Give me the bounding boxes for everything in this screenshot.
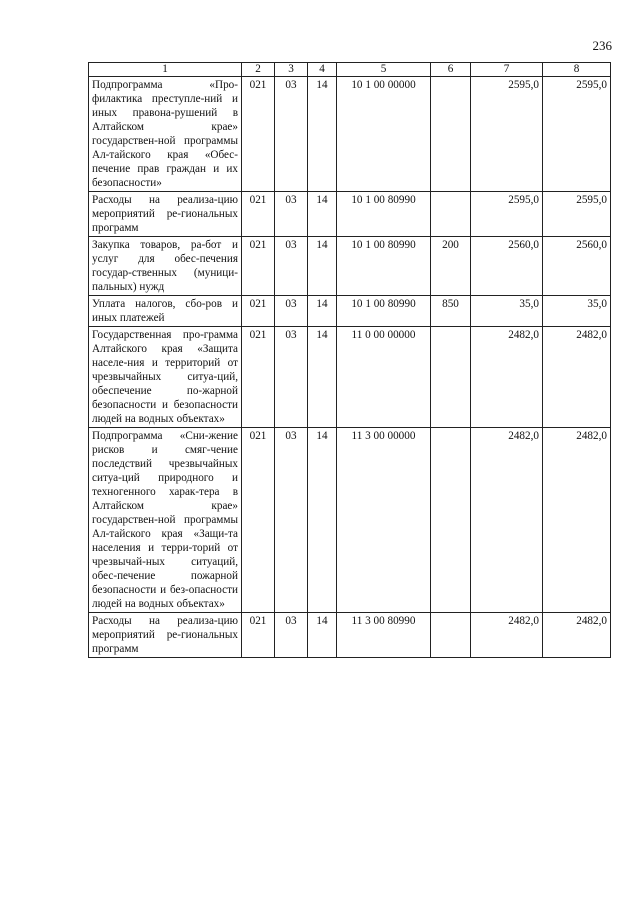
budget-table: [88, 62, 611, 658]
row-section: 03: [275, 192, 308, 237]
row-expense-type: 200: [431, 237, 471, 296]
header-col-7: 7: [471, 63, 543, 77]
row-amount-2: 2482,0: [543, 327, 611, 428]
row-amount-2: 2482,0: [543, 613, 611, 658]
header-col-5: 5: [337, 63, 431, 77]
row-target-code: 10 1 00 00000: [337, 77, 431, 192]
row-amount-2: 2595,0: [543, 77, 611, 192]
row-expense-type: [431, 192, 471, 237]
row-ministry-code: 021: [242, 296, 275, 327]
row-target-code: 11 0 00 00000: [337, 327, 431, 428]
table-row: [89, 428, 611, 613]
table-body: [89, 77, 611, 658]
header-col-3: 3: [275, 63, 308, 77]
row-amount-2: 2595,0: [543, 192, 611, 237]
header-col-2: 2: [242, 63, 275, 77]
row-section: 03: [275, 296, 308, 327]
row-amount-1: 2595,0: [471, 192, 543, 237]
row-section: 03: [275, 327, 308, 428]
row-target-code: 10 1 00 80990: [337, 237, 431, 296]
row-subsection: 14: [308, 613, 337, 658]
row-subsection: 14: [308, 237, 337, 296]
table-row: [89, 613, 611, 658]
row-section: 03: [275, 77, 308, 192]
row-amount-1: 35,0: [471, 296, 543, 327]
row-section: 03: [275, 428, 308, 613]
table-row: [89, 327, 611, 428]
row-ministry-code: 021: [242, 192, 275, 237]
row-target-code: 10 1 00 80990: [337, 192, 431, 237]
page-number: 236: [592, 38, 612, 53]
header-col-1: 1: [89, 63, 242, 77]
table-header: [89, 63, 611, 77]
row-section: 03: [275, 237, 308, 296]
row-amount-1: 2482,0: [471, 613, 543, 658]
row-target-code: 11 3 00 00000: [337, 428, 431, 613]
row-subsection: 14: [308, 296, 337, 327]
row-name: Подпрограмма «Про-филактика преступле-ний и иных правона-рушений в Алтайском крае» государствен-ной программы Ал-тайского края «Обес-печение прав граждан и их безопасности»: [89, 77, 242, 192]
row-ministry-code: 021: [242, 237, 275, 296]
row-ministry-code: 021: [242, 428, 275, 613]
row-section: 03: [275, 613, 308, 658]
row-name: Государственная про-грамма Алтайского края «Защита населе-ния и территорий от чрезвычайных ситуа-ций, обеспечение по-жарной безопасности и безопасности людей на водных объектах»: [89, 327, 242, 428]
row-name: Расходы на реализа-цию мероприятий ре-гиональных программ: [89, 192, 242, 237]
row-target-code: 11 3 00 80990: [337, 613, 431, 658]
row-name: Подпрограмма «Сни-жение рисков и смяг-чение последствий чрезвычайных ситуа-ций природного и техногенного харак-тера в Алтайском крае» государствен-ной программы Ал-тайского края «Защи-та населения и терри-торий от чрезвычай-ных ситуаций, обес-печение пожарной безопасности и без-опасности людей на водных объектах»: [89, 428, 242, 613]
row-ministry-code: 021: [242, 613, 275, 658]
row-expense-type: [431, 613, 471, 658]
row-subsection: 14: [308, 327, 337, 428]
table-row: [89, 192, 611, 237]
row-subsection: 14: [308, 77, 337, 192]
row-amount-1: 2482,0: [471, 327, 543, 428]
table-row: [89, 237, 611, 296]
header-row: [89, 63, 611, 77]
row-ministry-code: 021: [242, 327, 275, 428]
row-target-code: 10 1 00 80990: [337, 296, 431, 327]
row-ministry-code: 021: [242, 77, 275, 192]
row-amount-2: 35,0: [543, 296, 611, 327]
row-amount-1: 2482,0: [471, 428, 543, 613]
row-name: Уплата налогов, сбо-ров и иных платежей: [89, 296, 242, 327]
row-expense-type: [431, 327, 471, 428]
row-subsection: 14: [308, 428, 337, 613]
header-col-6: 6: [431, 63, 471, 77]
header-col-8: 8: [543, 63, 611, 77]
row-subsection: 14: [308, 192, 337, 237]
header-col-4: 4: [308, 63, 337, 77]
row-amount-1: 2595,0: [471, 77, 543, 192]
row-expense-type: 850: [431, 296, 471, 327]
row-name: Расходы на реализа-цию мероприятий ре-гиональных программ: [89, 613, 242, 658]
table-row: [89, 296, 611, 327]
table-row: [89, 77, 611, 192]
row-expense-type: [431, 428, 471, 613]
row-amount-1: 2560,0: [471, 237, 543, 296]
row-amount-2: 2560,0: [543, 237, 611, 296]
row-name: Закупка товаров, ра-бот и услуг для обес-печения государ-ственных (муници-пальных) нужд: [89, 237, 242, 296]
row-amount-2: 2482,0: [543, 428, 611, 613]
row-expense-type: [431, 77, 471, 192]
